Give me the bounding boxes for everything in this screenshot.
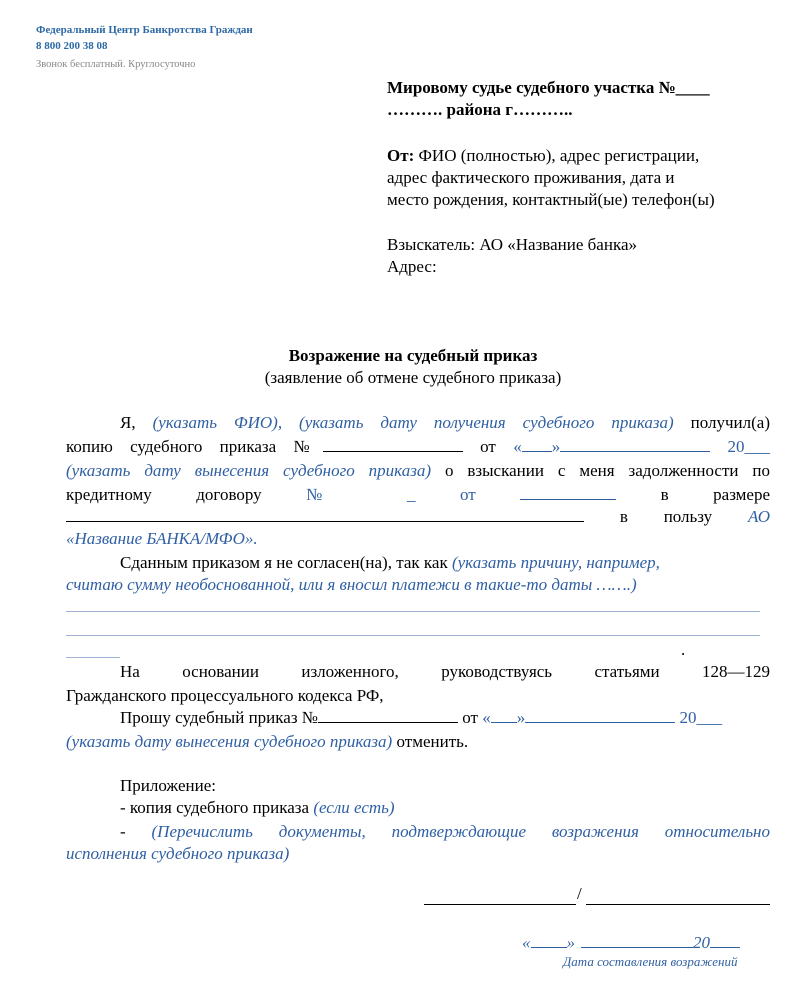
addressee-line2: ………. района г……….. — [387, 100, 573, 119]
company-name: Федеральный Центр Банкротства Граждан — [36, 24, 253, 36]
issue-date-placeholder-2: (указать дату вынесения судебного приказа) — [66, 732, 393, 751]
text: статьями — [594, 662, 660, 681]
signature-blank — [424, 904, 576, 905]
attachments-label — [66, 775, 770, 797]
attachment-item2-cont: исполнения судебного приказа) — [66, 844, 290, 863]
text: (если есть) — [313, 798, 395, 817]
day-blank-2 — [491, 707, 517, 723]
sign-year-blank — [710, 932, 740, 948]
text: « — [482, 708, 491, 727]
text: в — [619, 507, 628, 526]
text: отменить. — [392, 732, 469, 751]
text: о взыскании с меня задолженности по — [444, 461, 771, 480]
text: « — [513, 437, 522, 456]
text: _ — [407, 485, 416, 504]
company-phone[interactable]: 8 800 200 38 08 — [36, 40, 108, 52]
body-line4 — [66, 484, 770, 506]
order-number-blank-2 — [318, 707, 458, 723]
text: (Перечислить документы, подтверждающие возражения относительно — [151, 822, 770, 841]
text: Сданным приказом я не согласен(на), так как — [120, 553, 448, 572]
request-line — [66, 707, 770, 729]
text: - копия судебного приказа — [120, 798, 314, 817]
text: 128—129 — [702, 662, 771, 681]
signature-separator: / — [577, 884, 582, 903]
document-title: Возражение на судебный приказ — [288, 346, 538, 365]
text: № — [306, 485, 363, 504]
month-blank — [560, 436, 710, 452]
sign-month-blank — [581, 932, 693, 948]
text: Прошу судебный приказ № — [120, 708, 319, 727]
issue-date-placeholder: (указать дату вынесения судебного приказа) — [66, 461, 431, 480]
date-row — [522, 932, 740, 953]
contract-date-blank — [520, 484, 616, 500]
text: от — [480, 437, 496, 456]
name-blank — [586, 904, 770, 905]
text: договору — [196, 485, 262, 504]
text: » — [566, 933, 575, 952]
reason-placeholder-cont: считаю сумму необоснованной, или я вносил платежи в такие-то даты …….) — [66, 575, 637, 594]
attachment-item2 — [66, 821, 770, 843]
addressee-line1: Мировому судье судебного участка №____ — [387, 78, 710, 97]
text: от — [460, 485, 476, 504]
body-line3 — [66, 460, 770, 482]
text: размере — [713, 485, 771, 504]
text: изложенного, — [301, 662, 399, 681]
fio-placeholder: (указать ФИО), (указать дату получения судебного приказа) — [152, 413, 674, 432]
attachment-item1 — [66, 797, 770, 819]
text: от — [462, 708, 478, 727]
phone-note: Звонок бесплатный. Круглосуточно — [36, 59, 196, 70]
body-line1 — [66, 412, 770, 434]
period: . — [681, 640, 686, 659]
text: » — [516, 708, 526, 727]
reason-placeholder: (указать причину, например, — [451, 553, 660, 572]
body-line9: Гражданского процессуального кодекса РФ, — [66, 686, 384, 705]
text: основании — [182, 662, 259, 681]
text: « — [522, 933, 531, 952]
amount-blank — [66, 506, 584, 522]
month-blank-2 — [525, 707, 675, 723]
from-label: От: — [387, 146, 415, 165]
body-line2 — [66, 436, 770, 458]
text: копию судебного приказа № — [66, 437, 323, 456]
reason-blank-line2 — [66, 635, 760, 636]
text: На — [120, 662, 140, 681]
request-line2 — [66, 731, 770, 753]
sign-day-blank — [531, 932, 567, 948]
order-number-blank — [323, 436, 463, 452]
text: - — [120, 822, 126, 841]
from-text: ФИО (полностью), адрес регистрации, — [414, 146, 700, 165]
text: в — [660, 485, 669, 504]
text: 20 — [693, 933, 710, 952]
from-line3: место рождения, контактный(ые) телефон(ы) — [387, 190, 715, 209]
body-line8 — [66, 661, 770, 683]
reason-blank-line1 — [66, 611, 760, 612]
body-line7 — [66, 552, 770, 574]
text: получил(а) — [690, 413, 770, 432]
text: пользу — [663, 507, 713, 526]
text: АО — [747, 507, 770, 526]
text: Я, — [120, 413, 136, 432]
creditor-line: Взыскатель: АО «Название банка» — [387, 235, 637, 254]
year-blank: 20___ — [727, 437, 771, 456]
from-line2: адрес фактического проживания, дата и — [387, 168, 675, 187]
text: » — [551, 437, 561, 456]
day-blank — [522, 436, 552, 452]
reason-blank-line3 — [66, 657, 120, 658]
text: руководствуясь — [441, 662, 553, 681]
document-subtitle: (заявление об отмене судебного приказа) — [264, 368, 562, 387]
body-line5 — [66, 506, 770, 528]
text: Приложение: — [120, 776, 216, 795]
text: кредитному — [66, 485, 152, 504]
from-line1 — [387, 145, 699, 167]
date-caption: Дата составления возражений — [563, 954, 738, 969]
address-line: Адрес: — [387, 257, 437, 276]
year-blank-2: 20___ — [679, 708, 722, 727]
bank-name: «Название БАНКА/МФО». — [66, 529, 258, 548]
